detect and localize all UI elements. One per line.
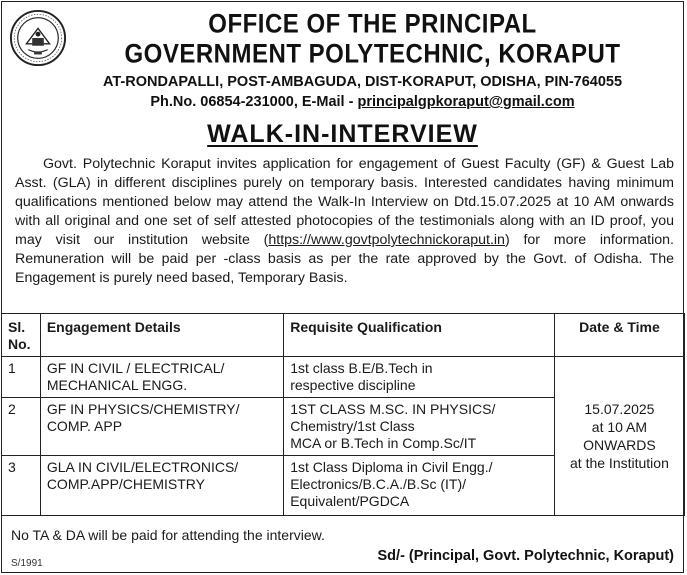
- engagement-table: [1, 313, 685, 516]
- notice-text-part2: ) for more information. Remuneration will be paid per -class basis as per the rate approved by the Govt. of Odisha. The Engagement is purely need based, Temporary Basis.: [15, 232, 674, 286]
- email-link[interactable]: principalgpkoraput@gmail.com: [357, 94, 575, 110]
- institution-seal-icon: [9, 9, 67, 67]
- date-time-cell: [554, 357, 684, 516]
- reference-number: S/1991: [11, 558, 43, 569]
- table-row: [2, 357, 685, 398]
- letterhead: [2, 2, 683, 114]
- row-details: GLA IN CIVIL/ELECTRONICS/ COMP.APP/CHEMISTRY: [40, 456, 283, 516]
- institution-address: AT-RONDAPALLI, POST-AMBAGUDA, DIST-KORAPUT, ODISHA, PIN-764055: [102, 74, 623, 90]
- ta-da-note: No TA & DA will be paid for attending the interview.: [11, 527, 325, 543]
- row-qualification: 1st Class Diploma in Civil Engg./ Electronics/B.C.A./B.Sc (IT)/ Equivalent/PGDCA: [284, 456, 555, 516]
- row-sl: 3: [2, 456, 41, 516]
- row-details: GF IN CIVIL / ELECTRICAL/ MECHANICAL ENGG.: [40, 357, 283, 398]
- institution-name: GOVERNMENT POLYTECHNIC, KORAPUT: [124, 39, 621, 70]
- row-sl: 2: [2, 398, 41, 456]
- header-engagement: Engagement Details: [40, 314, 283, 357]
- table-header-row: [2, 314, 685, 357]
- signature-line: Sd/- (Principal, Govt. Polytechnic, Koraput): [377, 548, 674, 564]
- advertisement-page: [1, 1, 684, 573]
- header-sl-no: Sl. No.: [2, 314, 41, 357]
- contact-line: [52, 94, 673, 110]
- notice-text-part1: Govt. Polytechnic Koraput invites application for engagement of Guest Faculty (GF) & Guest Lab Asst. (GLA) in different disciplines purely on temporary basis. Interested candidates having minimum qualifications mentioned below may attend the Walk-In Interview on Dtd.15.07.2025 at 10 AM onwards with all original and one set of self attested photocopies of the testimonials along with an ID proof, you may visit our institution website (: [15, 156, 674, 248]
- row-qualification: 1ST CLASS M.SC. IN PHYSICS/ Chemistry/1st Class MCA or B.Tech in Comp.Sc/IT: [284, 398, 555, 456]
- row-sl: 1: [2, 357, 41, 398]
- office-title: OFFICE OF THE PRINCIPAL: [208, 9, 537, 40]
- venue-text: at the Institution: [570, 455, 669, 471]
- onwards-text: ONWARDS: [583, 437, 656, 453]
- time-value: at 10 AM: [591, 419, 648, 435]
- header-qualification: Requisite Qualification: [284, 314, 555, 357]
- notice-paragraph: [15, 155, 674, 288]
- page-title: [2, 120, 683, 149]
- website-link[interactable]: https://www.govtpolytechnickoraput.in: [268, 232, 505, 248]
- row-qualification: 1st class B.E/B.Tech in respective discipline: [284, 357, 555, 398]
- phone-label: Ph.No. 06854-231000, E-Mail -: [150, 94, 358, 110]
- header-date-time: Date & Time: [554, 314, 684, 357]
- title-text: WALK-IN-INTERVIEW: [207, 120, 478, 148]
- date-value: 15.07.2025: [584, 401, 655, 417]
- row-details: GF IN PHYSICS/CHEMISTRY/ COMP. APP: [40, 398, 283, 456]
